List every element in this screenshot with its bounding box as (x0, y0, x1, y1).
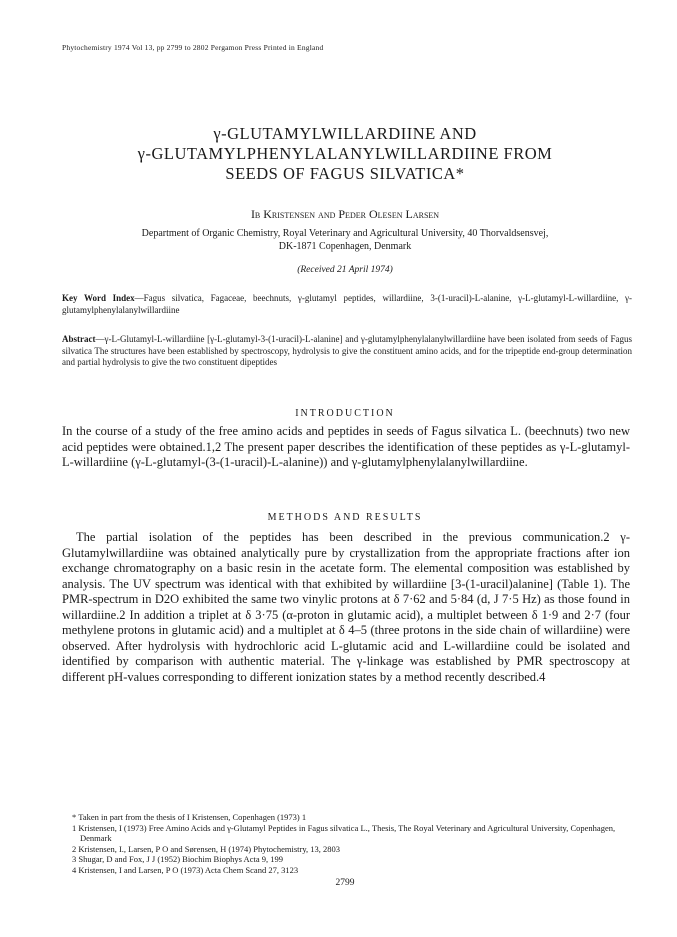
affiliation-line-1: Department of Organic Chemistry, Royal Veterinary and Agricultural University, 40 Thorvaldsensvej, (141, 228, 549, 239)
affiliation (60, 227, 630, 253)
key-word-index-text: —Fagus silvatica, Fagaceae, beechnuts, γ-glutamyl peptides, willardiine, 3-(1-uracil)-L-alanine, γ-L-glutamyl-L-willardiine, γ-glutamylphenylalanylwillardiine (62, 293, 632, 315)
footnote: 1 Kristensen, I (1973) Free Amino Acids and γ-Glutamyl Peptides in Fagus silvatica L., Thesis, The Royal Veterinary and Agricultural University, Copenhagen, Denmark (72, 822, 616, 844)
footnote: 4 Kristensen, I and Larsen, P O (1973) Acta Chem Scand 27, 3123 (72, 864, 299, 875)
page-number: 2799 (335, 878, 355, 888)
footnote: * Taken in part from the thesis of I Kristensen, Copenhagen (1973) 1 (72, 812, 307, 822)
received-date: (Received 21 April 1974) (297, 265, 393, 275)
methods-heading: METHODS AND RESULTS (267, 512, 423, 523)
authors: Ib Kristensen and Peder Olesen Larsen (250, 207, 440, 221)
abstract-label: Abstract (62, 334, 96, 344)
introduction-paragraph: In the course of a study of the free amino acids and peptides in seeds of Fagus silvatica L. (beechnuts) two new acid peptides were obtained.1,2 The present paper describes the identification of these peptides as γ-L-glutamyl-L-willardiine (γ-L-glutamyl-(3-(1-uracil)-L-alanine)) and γ-glutamylphenylalanylwillardiine. (62, 424, 630, 469)
introduction-heading: INTRODUCTION (295, 408, 395, 419)
title-line-3: SEEDS OF FAGUS SILVATICA* (225, 164, 465, 183)
footnotes (62, 812, 632, 876)
key-word-index-label: Key Word Index (62, 293, 135, 303)
journal-header: Phytochemistry 1974 Vol 13, pp 2799 to 2802 Pergamon Press Printed in England (62, 43, 324, 52)
key-word-index (62, 293, 632, 316)
title-line-2: γ-GLUTAMYLPHENYLALANYLWILLARDIINE FROM (137, 144, 553, 163)
footnote: 2 Kristensen, I., Larsen, P O and Sørensen, H (1974) Phytochemistry, 13, 2803 (72, 843, 341, 854)
abstract (62, 334, 632, 369)
footnote: 3 Shugar, D and Fox, J J (1952) Biochim Biophys Acta 9, 199 (72, 854, 283, 865)
methods-paragraph: The partial isolation of the peptides has been described in the previous communication.2 γ-Glutamylwillardiine was obtained analytically pure by crystallization from the appropriate fractions after ion exchange chromatography on a basic resin in the acetate form. The elemental composition was established by analysis. The UV spectrum was identical with that exhibited by willardiine [3-(1-uracil)alanine] (Table 1). The PMR-spectrum in D2O exhibited the same two vinylic protons at δ 7·62 and 5·84 (d, J 7·5 Hz) as those found in willardiine.2 In addition a triplet at δ 3·75 (α-proton in glutamic acid), a multiplet between δ 1·9 and 2·7 (four methylene protons in glutamic acid) and a multiplet at δ 4–5 (three protons in the side chain of willardiine) were observed. After hydrolysis with hydrochloric acid L-glutamic acid and L-willardiine could be isolated and identified by comparison with authentic material. The γ-linkage was established by PMR spectroscopy at different pH-values corresponding to different ionization states by a method recently described.4 (62, 530, 630, 684)
title-line-1: γ-GLUTAMYLWILLARDIINE AND (213, 124, 477, 143)
paper-title (60, 124, 630, 184)
affiliation-line-2: DK-1871 Copenhagen, Denmark (278, 241, 412, 252)
abstract-text: —γ-L-Glutamyl-L-willardiine [γ-L-glutamyl-3-(1-uracil)-L-alanine] and γ-glutamylphenylalanylwillardiine have been isolated from seeds of Fagus silvatica The structures have been established by spectroscopy, hydrolysis to give the constituent amino acids, and for the tripeptide end-group determination and partial hydrolysis to give the two constituent dipeptides (62, 334, 632, 367)
